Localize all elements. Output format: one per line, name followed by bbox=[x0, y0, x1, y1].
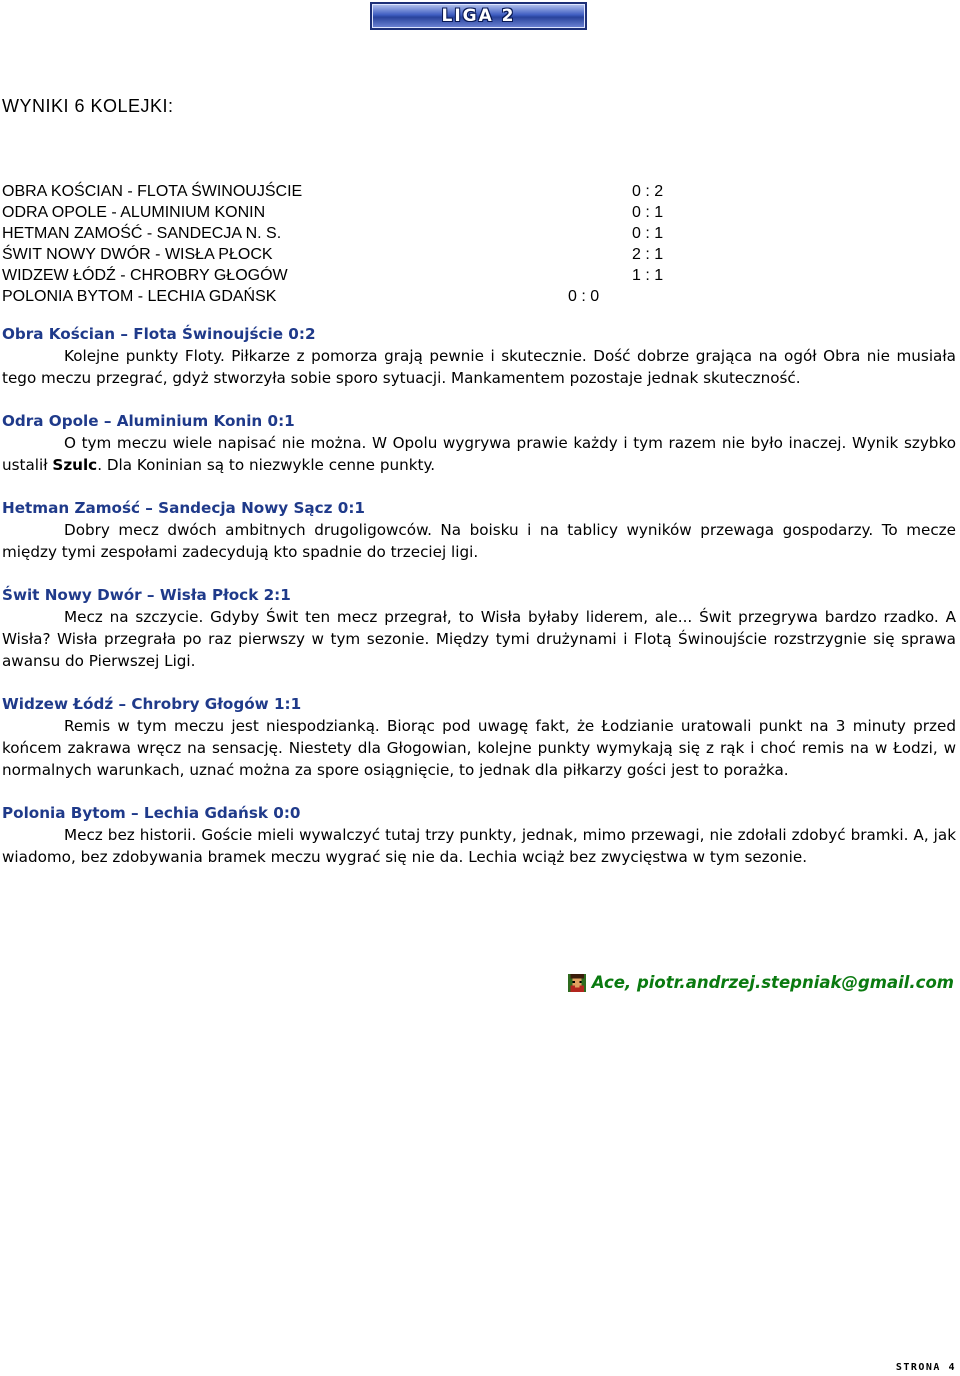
results-heading: WYNIKI 6 KOLEJKI: bbox=[2, 96, 174, 116]
report-text: Mecz na szczycie. Gdyby Świt ten mecz przegrał, to Wisła byłaby liderem, ale... Świt przegrywa bardzo rzadko. A Wisła? Wisła przegrała po raz pierwszy w tym sezonie. Między tymi drużynami i Flotą Świnoujście rozstrzygnie się sprawa awansu do Pierwszej Ligi. bbox=[2, 608, 956, 670]
match-reports bbox=[2, 323, 956, 889]
avatar-icon bbox=[568, 974, 586, 992]
report-text: Mecz bez historii. Goście mieli wywalczyć tutaj trzy punkty, jednak, mimo przewagi, nie zdołali zdobyć bramki. A, jak wiadomo, bez zdobywania bramek meczu wygrać się nie da. Lechia wciąż bez zwycięstwa w tym sezonie. bbox=[2, 826, 956, 866]
result-row bbox=[2, 223, 722, 244]
match-report bbox=[2, 410, 956, 476]
author-signature bbox=[568, 973, 954, 992]
report-body bbox=[2, 824, 956, 868]
result-row bbox=[2, 286, 722, 307]
report-body bbox=[2, 606, 956, 672]
match-report bbox=[2, 323, 956, 389]
result-row bbox=[2, 181, 722, 202]
result-teams: HETMAN ZAMOŚĆ - SANDECJA N. S. bbox=[2, 225, 282, 242]
report-body bbox=[2, 345, 956, 389]
report-title: Obra Kościan – Flota Świnoujście 0:2 bbox=[2, 325, 316, 343]
report-body bbox=[2, 432, 956, 476]
result-teams: ŚWIT NOWY DWÓR - WISŁA PŁOCK bbox=[2, 246, 273, 263]
result-score: 2 : 1 bbox=[632, 246, 664, 263]
report-title: Polonia Bytom – Lechia Gdańsk 0:0 bbox=[2, 804, 301, 822]
match-report bbox=[2, 693, 956, 781]
page-number: STRONA 4 bbox=[895, 1362, 956, 1373]
report-highlight: Szulc bbox=[52, 456, 98, 474]
result-row bbox=[2, 202, 722, 223]
result-teams: WIDZEW ŁÓDŹ - CHROBRY GŁOGÓW bbox=[2, 267, 288, 284]
logo-text: LIGA 2 bbox=[441, 6, 516, 26]
liga-2-logo bbox=[370, 2, 587, 30]
result-row bbox=[2, 244, 722, 265]
report-body bbox=[2, 715, 956, 781]
report-body bbox=[2, 519, 956, 563]
report-text: Remis w tym meczu jest niespodzianką. Biorąc pod uwagę fakt, że Łodzianie uratowali punkt na 3 minuty przed końcem zakrawa wręcz na sensację. Niestety dla Głogowian, kolejne punkty wymykają się z rąk i choć remis na w Łodzi, w normalnych warunkach, uznać można za spore osiągnięcie, to jednak dla piłkarzy gości jest to porażka. bbox=[2, 717, 956, 779]
report-text: O tym meczu wiele napisać nie można. W Opolu wygrywa prawie każdy i tym razem nie było inaczej. Wynik szybko ustalił bbox=[2, 434, 956, 474]
match-report bbox=[2, 497, 956, 563]
result-teams: POLONIA BYTOM - LECHIA GDAŃSK bbox=[2, 288, 277, 305]
report-text: Kolejne punkty Floty. Piłkarze z pomorza grają pewnie i skutecznie. Dość dobrze grająca na ogół Obra nie musiała tego meczu przegrać, gdyż stworzyła sobie sporo sytuacji. Mankamentem pozostaje jednak skuteczność. bbox=[2, 347, 956, 387]
report-title: Świt Nowy Dwór – Wisła Płock 2:1 bbox=[2, 586, 291, 604]
signature-text: Ace, piotr.andrzej.stepniak@gmail.com bbox=[591, 973, 954, 992]
match-report bbox=[2, 584, 956, 672]
result-score: 0 : 2 bbox=[632, 183, 664, 200]
report-title: Widzew Łódź – Chrobry Głogów 1:1 bbox=[2, 695, 302, 713]
result-score: 0 : 1 bbox=[632, 204, 664, 221]
match-report bbox=[2, 802, 956, 868]
result-teams: OBRA KOŚCIAN - FLOTA ŚWINOUJŚCIE bbox=[2, 183, 303, 200]
result-score: 0 : 1 bbox=[632, 225, 664, 242]
results-table bbox=[2, 181, 722, 307]
result-teams: ODRA OPOLE - ALUMINIUM KONIN bbox=[2, 204, 266, 221]
result-row bbox=[2, 265, 722, 286]
report-title: Odra Opole – Aluminium Konin 0:1 bbox=[2, 412, 295, 430]
result-score: 0 : 0 bbox=[568, 288, 600, 305]
result-score: 1 : 1 bbox=[632, 267, 664, 284]
report-title: Hetman Zamość – Sandecja Nowy Sącz 0:1 bbox=[2, 499, 365, 517]
report-text: . Dla Koninian są to niezwykle cenne punkty. bbox=[97, 456, 436, 474]
report-text: Dobry mecz dwóch ambitnych drugoligowców. Na boisku i na tablicy wyników przewaga gospodarzy. To mecze między tymi zespołami zadecydują kto spadnie do trzeciej ligi. bbox=[2, 521, 956, 561]
